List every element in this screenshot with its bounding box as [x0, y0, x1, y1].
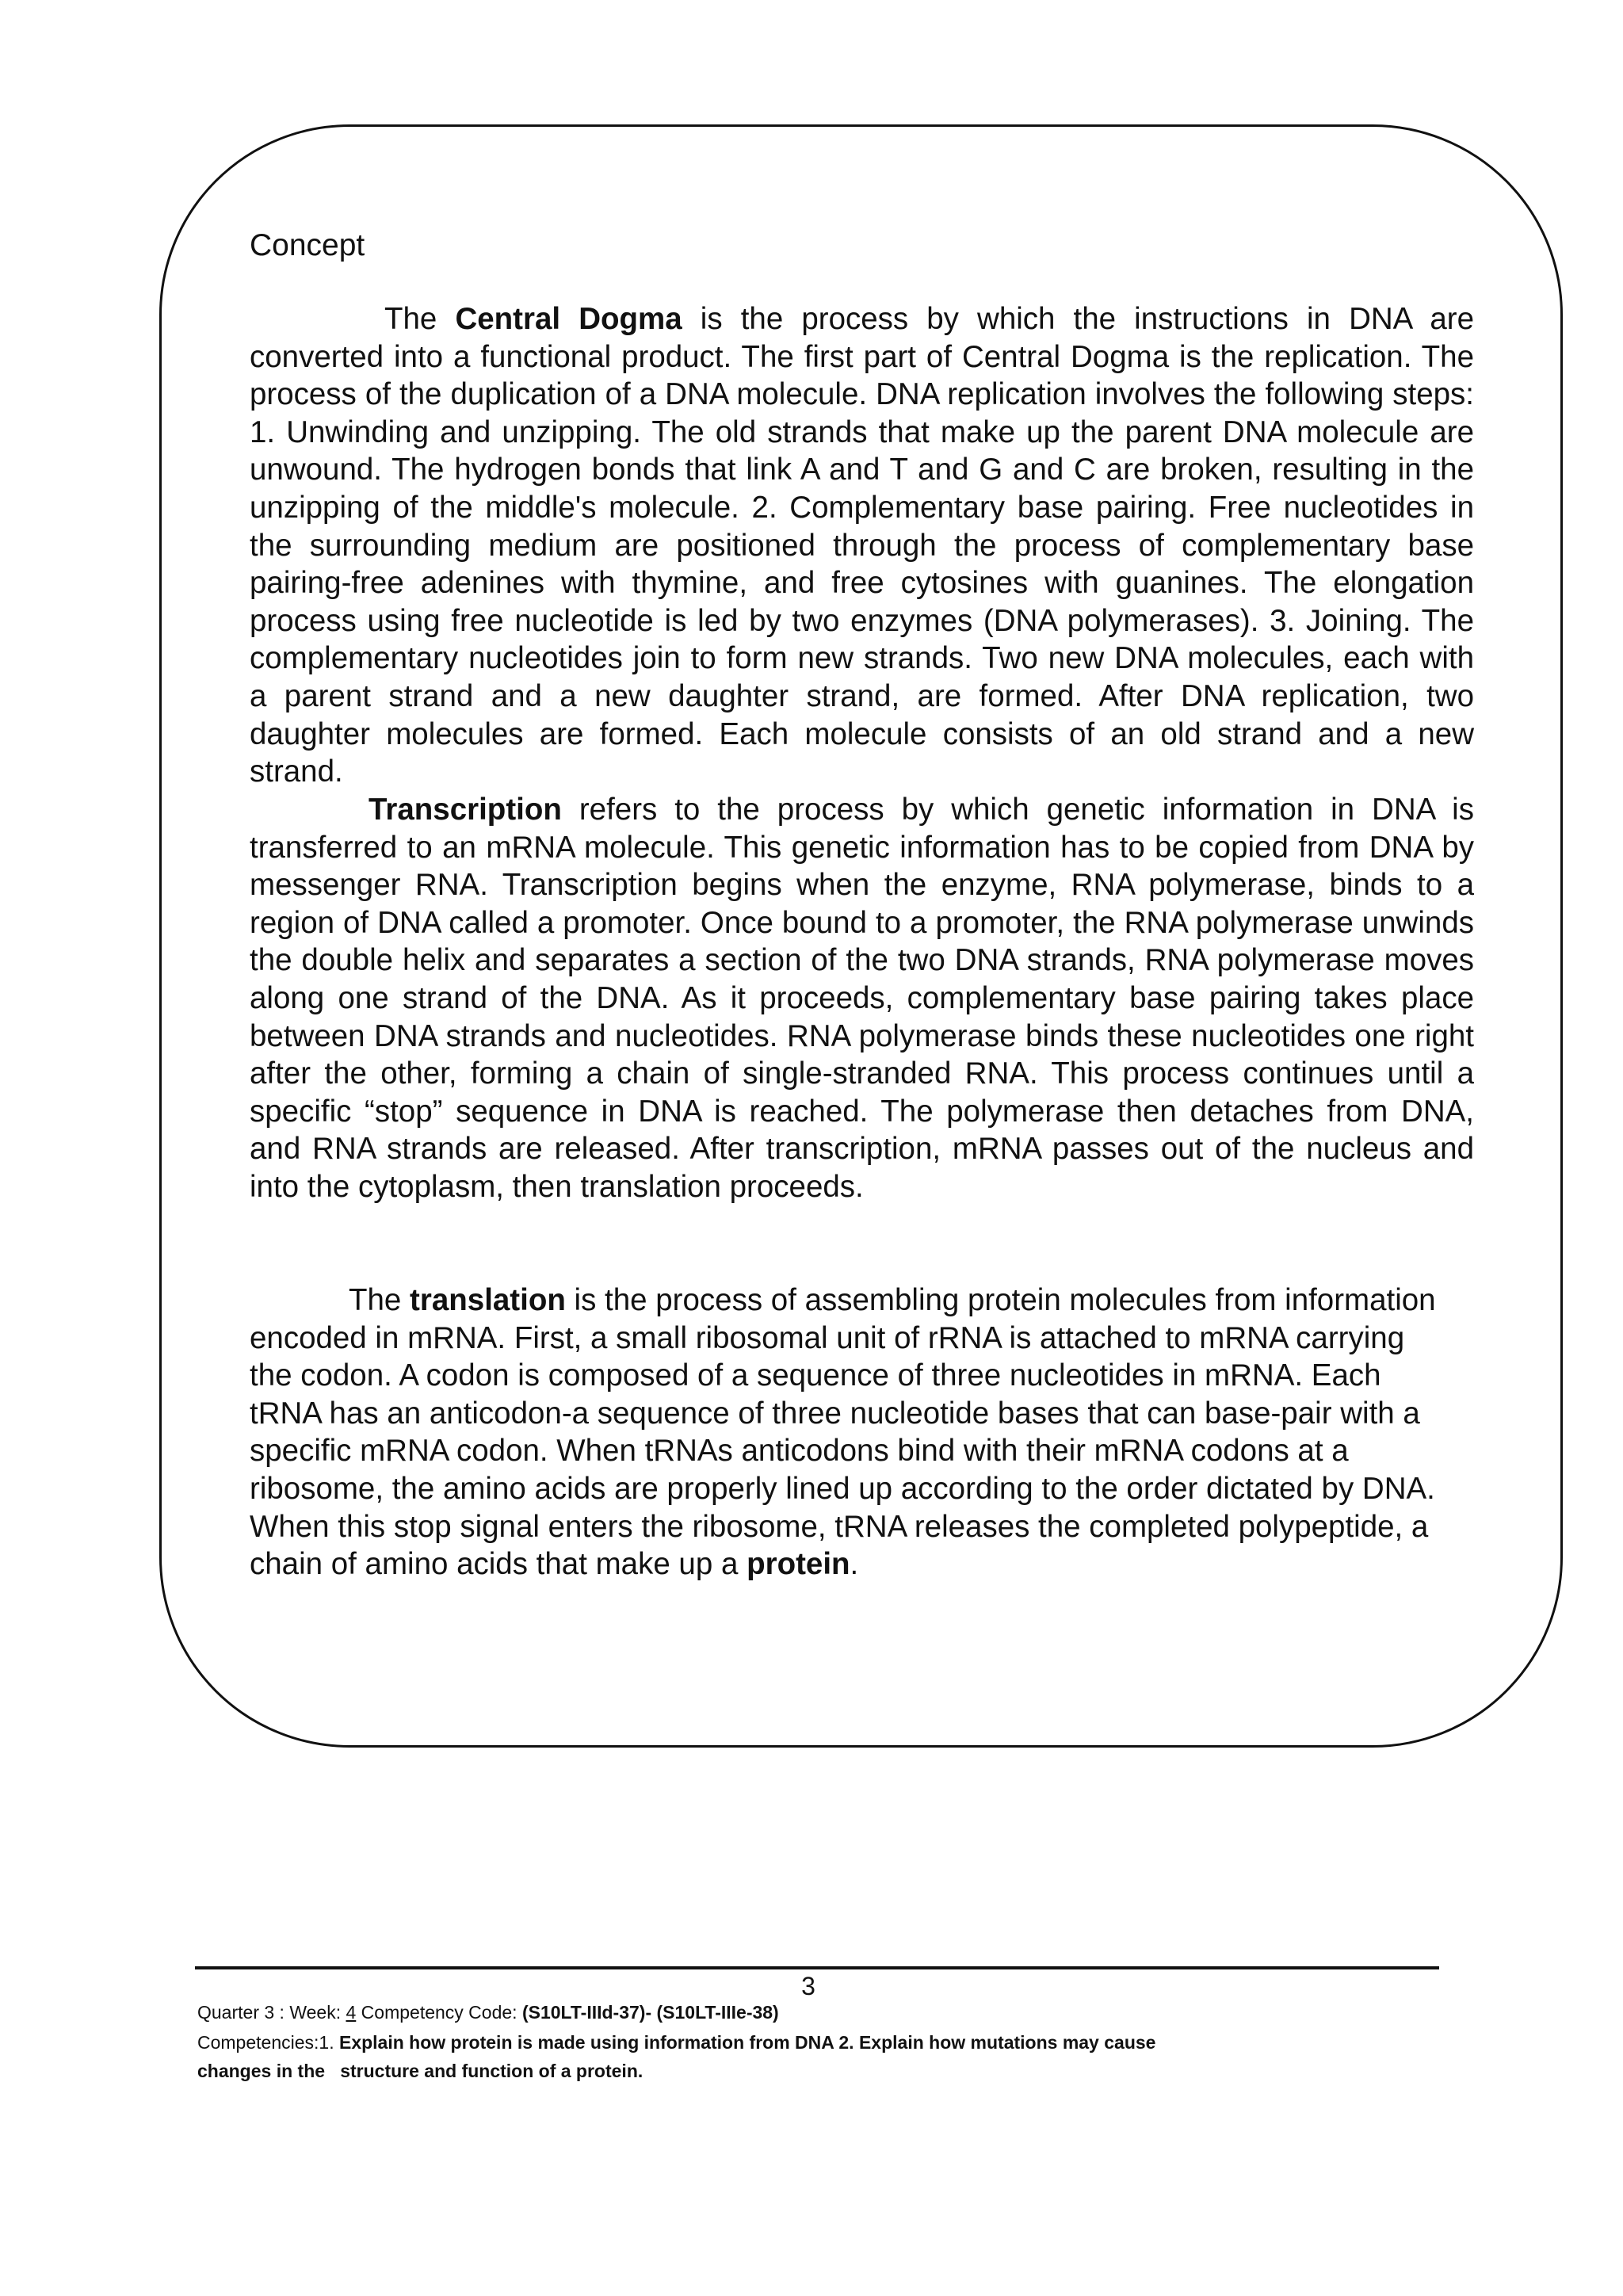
key-term: translation [410, 1283, 566, 1317]
key-term: Transcription [369, 793, 562, 827]
competencies-text-2: changes in the structure and function of a protein. [197, 2061, 643, 2081]
key-term: Central Dogma [455, 302, 682, 336]
competency-code: (S10LT-IIId-37)- (S10LT-IIIe-38) [521, 2002, 779, 2023]
key-term: protein [747, 1547, 850, 1582]
week-number: 4 [346, 2002, 357, 2023]
quarter-label: Quarter 3 : Week: [197, 2002, 346, 2023]
paragraph-text: is the process by which the instructions in DNA are converted into a functional product. The first part of Central Dogma is the replication. The process of the duplication of a DNA molecule. DNA replication involves the following steps: 1. Unwinding and unzipping. The old strands that make up the parent DNA molecule are unwound. The hydrogen bonds that link A and T and G and C are broken, resulting in the unzipping of the middle's molecule. 2. Complementary base pairing. Free nucleotides in the surrounding medium are positioned through the process of complementary base pairing-free adenines with thymine, and free cytosines with guanines. The elongation process using free nucleotide is led by two enzymes (DNA polymerases). 3. Joining. The complementary nucleotides join to form new strands. Two new DNA molecules, each with a parent strand and a new daughter strand, are formed. After DNA replication, two daughter molecules are formed. Each molecule consists of an old strand and a new strand. [250, 302, 1474, 789]
competency-code-label: Competency Code: [356, 2002, 522, 2023]
competencies-text-1: Explain how protein is made using information from DNA 2. Explain how mutations may cause [338, 2032, 1156, 2053]
paragraph-text: The [349, 1283, 411, 1317]
competencies-label: Competencies:1. [197, 2032, 339, 2053]
footer-quarter-line [197, 2000, 779, 2024]
translation-paragraph [250, 1282, 1450, 1584]
central-dogma-paragraph [250, 300, 1474, 791]
footer-competencies-line [197, 2030, 1155, 2054]
page-number: 3 [801, 1972, 815, 2000]
footer-competencies-line-2 [197, 2059, 643, 2083]
paragraph-text: is the process of assembling protein molecules from information encoded in mRNA. First, a small ribosomal unit of rRNA is attached to mRNA carrying the codon. A codon is composed of a sequence of three nucleotides in mRNA. Each tRNA has an anticodon-a sequence of three nucleotide bases that can base-pair with a specific mRNA codon. When tRNAs anticodons bind with their mRNA codons at a ribosome, the amino acids are properly lined up according to the order dictated by DNA. When this stop signal enters the ribosome, tRNA releases the completed polypeptide, a chain of amino acids that make up a [250, 1283, 1436, 1582]
transcription-paragraph [250, 791, 1474, 1206]
concept-heading: Concept [250, 228, 365, 262]
paragraph-text: The [384, 302, 456, 336]
paragraph-text: refers to the process by which genetic information in DNA is transferred to an mRNA molecule. This genetic information has to be copied from DNA by messenger RNA. Transcription begins when the enzyme, RNA polymerase, binds to a region of DNA called a promoter. Once bound to a promoter, the RNA polymerase unwinds the double helix and separates a section of the two DNA strands, RNA polymerase moves along one strand of the DNA. As it proceeds, complementary base pairing takes place between DNA strands and nucleotides. RNA polymerase binds these nucleotides one right after the other, forming a chain of single-stranded RNA. This process continues until a specific “stop” sequence in DNA is reached. The polymerase then detaches from DNA, and RNA strands are released. After transcription, mRNA passes out of the nucleus and into the cytoplasm, then translation proceeds. [250, 793, 1474, 1204]
paragraph-text: . [850, 1547, 859, 1582]
footer-divider [195, 1966, 1439, 1969]
